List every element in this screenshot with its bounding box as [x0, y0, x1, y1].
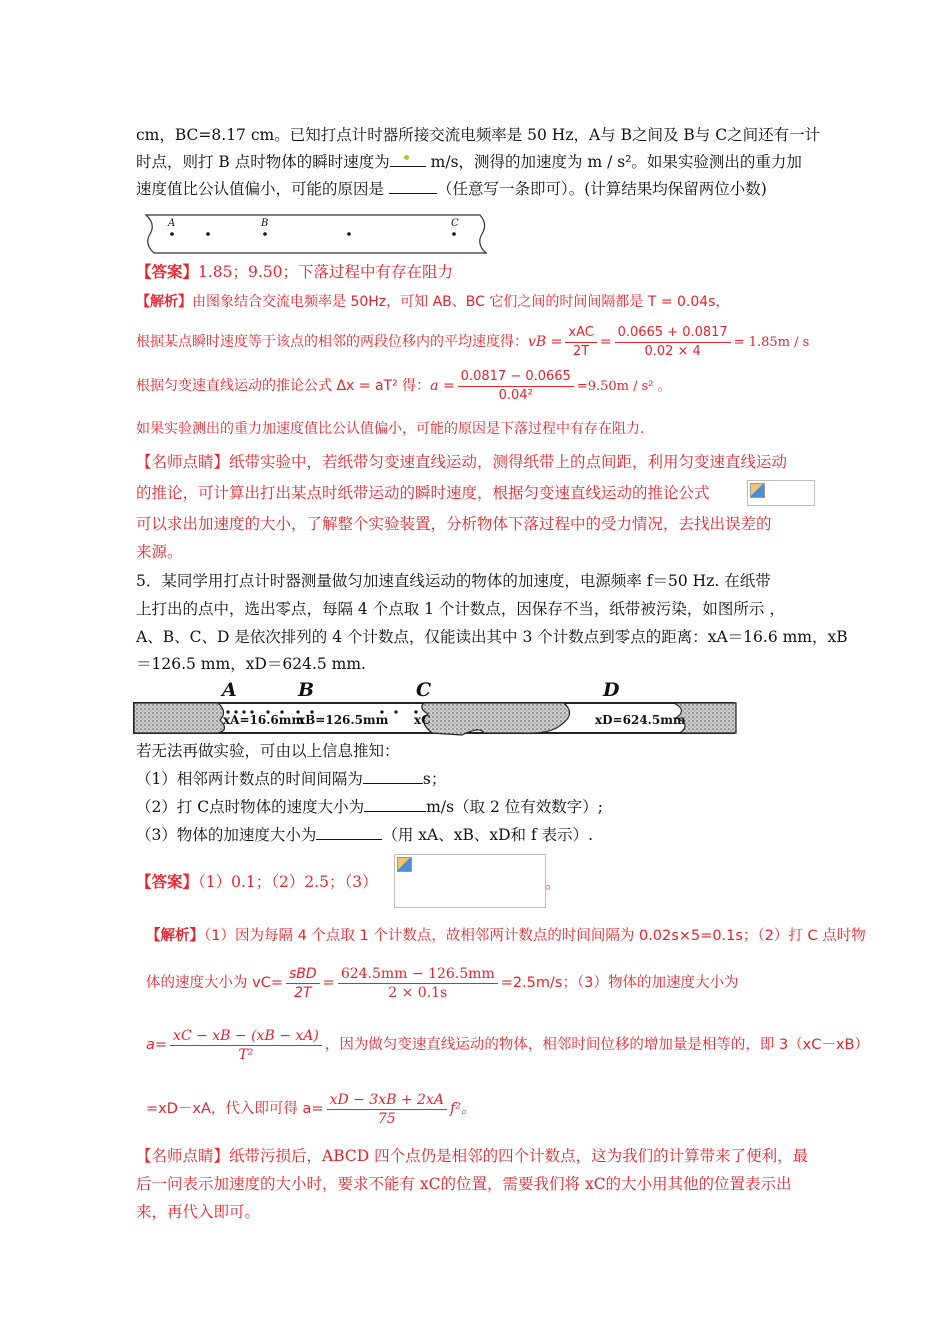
stain-left — [134, 703, 225, 733]
intro-line-2 — [136, 151, 802, 173]
analysis-4-tag: 【解析】 — [136, 294, 192, 310]
answer-5-text: （1）0.1；（2）2.5；（3） — [198, 873, 378, 891]
analysis-4-line-2: 根据某点瞬时速度等于该点的相邻的两段位移内的平均速度得：vB = $\frac{\text{xAC}}{2T}$ = $\frac{0.0665 + 0.0817}{0.02 \times 4}$ = 1.85m / s — [136, 324, 810, 359]
problem-5-line-2: 上打出的点中，选出零点，每隔 4 个点取 1 个计数点，因保存不当，纸带被污染，如图所示 ， — [136, 600, 785, 618]
tape1-label-a: A — [168, 218, 176, 229]
analysis-5-text-2: 体的速度大小为 vC= — [146, 975, 283, 991]
a5-den: T² — [238, 1046, 254, 1063]
tape2-xc-label: xC — [414, 713, 431, 727]
q3-blank — [316, 825, 382, 840]
q3-text: （3）物体的加速度大小为 — [136, 826, 317, 844]
q2-blank — [364, 797, 426, 812]
vc-den-1: 2T — [294, 984, 312, 1001]
a2-tail: f²。 — [449, 1101, 476, 1117]
intro-line-2-b: m/s，测得的加速度为 m / s²。如果实验测出的重力加 — [425, 153, 802, 171]
analysis-4-line-1 — [136, 291, 729, 313]
a-lhs: a = — [430, 378, 455, 394]
intro-line-1: cm，BC=8.17 cm。已知打点计时器所接交流电频率是 50 Hz，A与 B之间及 B与 C之间还有一计 — [136, 126, 821, 144]
analysis-5-line-1 — [146, 925, 866, 947]
vc-num-2: 624.5mm − 126.5mm — [338, 965, 498, 984]
intro-line-3-b: （任意写一条即可）。(计算结果均保留两位小数) — [436, 180, 767, 198]
vb-num-2: 0.0665 + 0.0817 — [615, 324, 731, 343]
tape2-xd-label: xD=624.5mm — [595, 713, 686, 727]
intro-line-3-a: 速度值比公认值偏小，可能的原因是 — [136, 180, 389, 198]
vb-num-1: xAC — [565, 324, 596, 343]
broken-image-icon — [397, 857, 412, 872]
intro-line-2-a: 时点，则打 B 点时物体的瞬时速度为 — [136, 153, 390, 171]
a2-den: 75 — [377, 1110, 396, 1127]
vc-fraction-2 — [338, 965, 498, 1002]
analysis-5-text-4: =xD－xA，代入即可得 a= — [146, 1101, 324, 1117]
answer-5 — [136, 871, 378, 893]
analysis-5-line-3 — [146, 1022, 869, 1068]
tape-dot — [170, 232, 174, 236]
vb-fraction-1 — [565, 324, 596, 361]
tape1-label-c: C — [451, 218, 459, 229]
problem-5-line-3: A、B、C、D 是依次排列的 4 个计数点，仅能读出其中 3 个计数点到零点的距离：xA＝16.6 mm，xB — [136, 628, 848, 646]
vc-num-1: sBD — [286, 965, 320, 984]
analysis-4-line-4: 如果实验测出的重力加速度值比公认值偏小，可能的原因是下落过程中有存在阻力. — [136, 421, 645, 437]
answer-4 — [136, 261, 453, 283]
tape2-xa-label: xA=16.6mm — [223, 713, 305, 727]
q3-hint: （用 xA、xB、xD和 f 表示）. — [382, 826, 594, 844]
tip-4-line-4: 来源。 — [136, 543, 183, 561]
vb-den-2: 0.02 × 4 — [644, 343, 701, 359]
vb-fraction-2 — [615, 324, 731, 361]
tape2-label-b: B — [298, 679, 315, 701]
analysis-4-text-2: 根据某点瞬时速度等于该点的相邻的两段位移内的平均速度得： — [136, 334, 528, 350]
intro-line-3 — [136, 178, 767, 200]
vb-lhs: vB = — [528, 334, 563, 350]
a-prefix: a= — [146, 1037, 168, 1053]
tape-dot — [452, 232, 456, 236]
problem-5-line-4: ＝126.5 mm，xD＝624.5 mm. — [136, 655, 366, 673]
tape-dot — [263, 232, 267, 236]
tip-4-text-1: 纸带实验中，若纸带匀变速直线运动，测得纸带上的点间距，利用匀变速直线运动 — [229, 453, 788, 471]
question-5-3 — [136, 824, 593, 846]
reason-blank — [389, 179, 437, 194]
tape1-label-b: B — [261, 218, 269, 229]
answer-4-tag: 【答案】 — [136, 262, 199, 281]
question-5-2 — [136, 796, 603, 818]
analysis-5-text-2-suffix: =2.5m/s；（3）物体的加速度大小为 — [500, 975, 739, 991]
analysis-5-line-4 — [146, 1086, 476, 1132]
tip-5-text-1: 纸带污损后，ABCD 四个点仍是相邻的四个计数点，这为我们的计算带来了便利，最 — [229, 1147, 809, 1165]
vc-den-2: 2 × 0.1s — [388, 984, 448, 1001]
questions-5-intro: 若无法再做实验，可由以上信息推知： — [136, 742, 400, 760]
tip-5-line-2: 后一问表示加速度的大小时，要求不能有 xC的位置，需要我们将 xC的大小用其他的位置表示出 — [136, 1175, 792, 1193]
vb-den-1: 2T — [573, 343, 590, 359]
tape-dot — [347, 232, 351, 236]
tip-4-line-3: 可以求出加速度的大小，了解整个实验装置，分析物体下落过程中的受力情况，去找出误差的 — [136, 515, 772, 533]
marker-dot — [404, 155, 409, 160]
a-num: 0.0817 − 0.0665 — [458, 368, 574, 387]
answer-4-text: 1.85；9.50；下落过程中有存在阻力 — [198, 263, 454, 281]
tape2-label-c: C — [416, 679, 432, 701]
broken-image-icon — [750, 483, 765, 498]
tape2-label-d: D — [603, 679, 620, 701]
q1-text: （1）相邻两计数点的时间间隔为 — [136, 770, 363, 788]
velocity-blank — [390, 152, 426, 167]
q2-unit: m/s（取 2 位有效数字）; — [426, 798, 603, 816]
a2-fraction — [327, 1091, 447, 1128]
q2-text: （2）打 C点时物体的速度大小为 — [136, 798, 365, 816]
formula-image-placeholder — [747, 480, 815, 506]
analysis-5-text-3: ，因为做匀变速直线运动的物体，相邻时间位移的增加量是相等的，即 3（xC－xB） — [324, 1037, 869, 1053]
tip-4-line-2: 的推论，可计算出打出某点时纸带运动的瞬时速度，根据匀变速直线运动的推论公式 — [136, 484, 710, 502]
answer-5-end: 。 — [545, 874, 561, 892]
answer-formula-image-placeholder — [394, 854, 546, 908]
tip-5-line-3: 来，再代入即可。 — [136, 1203, 261, 1221]
tip-5-line-1 — [136, 1145, 808, 1167]
a-result: =9.50m / s² 。 — [576, 379, 671, 394]
analysis-5-tag: 【解析】 — [146, 928, 204, 944]
q1-blank — [363, 769, 423, 784]
question-5-1 — [136, 768, 446, 790]
a-fraction-5 — [170, 1027, 322, 1064]
tape2-xb-label: xB=126.5mm — [298, 713, 389, 727]
paper-tape-figure-1 — [142, 212, 492, 256]
analysis-4-text-1: 由图象结合交流电频率是 50Hz，可知 AB、BC 它们之间的时间间隔都是 T = 0.04s， — [192, 294, 730, 310]
analysis-4-line-3 — [136, 366, 671, 407]
stain-middle — [422, 703, 570, 735]
a-fraction — [458, 368, 574, 405]
analysis-5-text-1: （1）因为每隔 4 个点取 1 个计数点，故相邻两计数点的时间间隔为 0.02s×5=0.1s；（2）打 C 点时物 — [204, 928, 866, 944]
tip-4-tag: 【名师点睛】 — [136, 453, 230, 471]
q1-unit: s； — [422, 770, 447, 788]
answer-5-tag: 【答案】 — [136, 872, 199, 891]
tip-5-tag: 【名师点睛】 — [136, 1147, 230, 1165]
a-den: 0.04² — [498, 387, 533, 403]
tape-dot — [206, 232, 210, 236]
a2-num: xD − 3xB + 2xA — [327, 1091, 447, 1110]
vc-fraction-1 — [286, 965, 320, 1002]
analysis-4-text-3: 根据匀变速直线运动的推论公式 Δx = aT² 得： — [136, 378, 431, 394]
problem-5-line-1: 5．某同学用打点计时器测量做匀加速直线运动的物体的加速度，电源频率 f＝50 Hz. 在纸带 — [136, 572, 771, 590]
tape2-label-a: A — [222, 679, 237, 701]
tip-4-line-1 — [136, 451, 787, 473]
vb-result: = 1.85m / s — [733, 335, 810, 350]
a5-num: xC − xB − (xB − xA) — [170, 1027, 322, 1046]
analysis-5-line-2: 体的速度大小为 vC= $\frac{\text{sBD}}{2T}$ = $\frac{624.5mm - 126.5mm}{2 \times 0.1s}$ =2.5m/s；（3）物体的加速度大小为 — [146, 965, 739, 1001]
